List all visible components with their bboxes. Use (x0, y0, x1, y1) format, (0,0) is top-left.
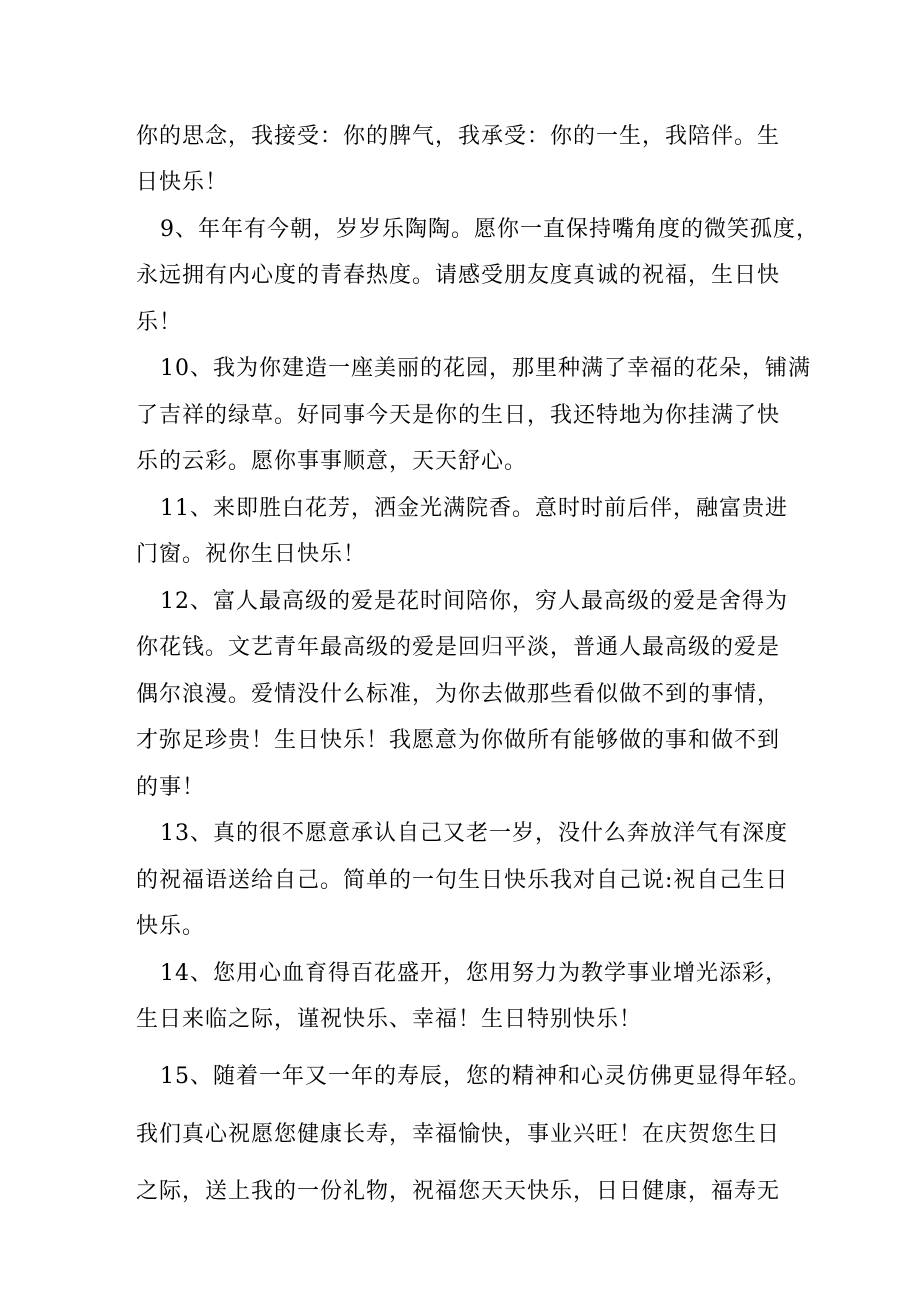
text-line: 你花钱。文艺青年最高级的爱是回归平淡，普通人最高级的爱是 (136, 635, 781, 660)
text-line: 14、您用心血育得百花盛开，您用努力为教学事业增光添彩， (160, 961, 788, 986)
text-line: 永远拥有内心度的青春热度。请感受朋友度真诚的祝福，生日快 (136, 263, 781, 288)
text-line: 10、我为你建造一座美丽的花园，那里种满了幸福的花朵，铺满 (160, 356, 811, 381)
text-line: 快乐。 (136, 914, 206, 939)
text-line: 才弥足珍贵！生日快乐！我愿意为你做所有能够做的事和做不到 (136, 728, 781, 753)
text-line: 11、来即胜白花芳，洒金光满院香。意时时前后伴，融富贵进 (160, 496, 788, 521)
text-line: 13、真的很不愿意承认自己又老一岁，没什么奔放洋气有深度 (160, 821, 788, 846)
text-line: 生日来临之际，谨祝快乐、幸福！生日特别快乐！ (136, 1007, 643, 1032)
text-line: 门窗。祝你生日快乐！ (136, 542, 367, 567)
text-line: 偶尔浪漫。爱情没什么标准，为你去做那些看似做不到的事情， (136, 682, 781, 707)
text-line: 日快乐！ (136, 170, 229, 195)
text-line: 了吉祥的绿草。好同事今天是你的生日，我还特地为你挂满了快 (136, 403, 781, 428)
text-line: 乐！ (136, 310, 183, 335)
text-line: 乐的云彩。愿你事事顺意，天天舒心。 (136, 449, 528, 474)
text-line: 的祝福语送给自己。简单的一句生日快乐我对自己说:祝自己生日 (136, 868, 789, 893)
text-line: 的事！ (136, 775, 206, 800)
text-line: 12、富人最高级的爱是花时间陪你，穷人最高级的爱是舍得为 (160, 589, 788, 614)
text-line: 9、年年有今朝，岁岁乐陶陶。愿你一直保持嘴角度的微笑孤度， (160, 217, 819, 242)
text-line: 你的思念，我接受：你的脾气，我承受：你的一生，我陪伴。生 (136, 124, 781, 149)
text-line: 15、随着一年又一年的寿辰，您的精神和心灵仿佛更显得年轻。 (160, 1064, 811, 1089)
text-line: 我们真心祝愿您健康长寿，幸福愉快，事业兴旺！在庆贺您生日 (136, 1122, 781, 1147)
text-line: 之际，送上我的一份礼物，祝福您天天快乐，日日健康，福寿无 (136, 1179, 781, 1204)
